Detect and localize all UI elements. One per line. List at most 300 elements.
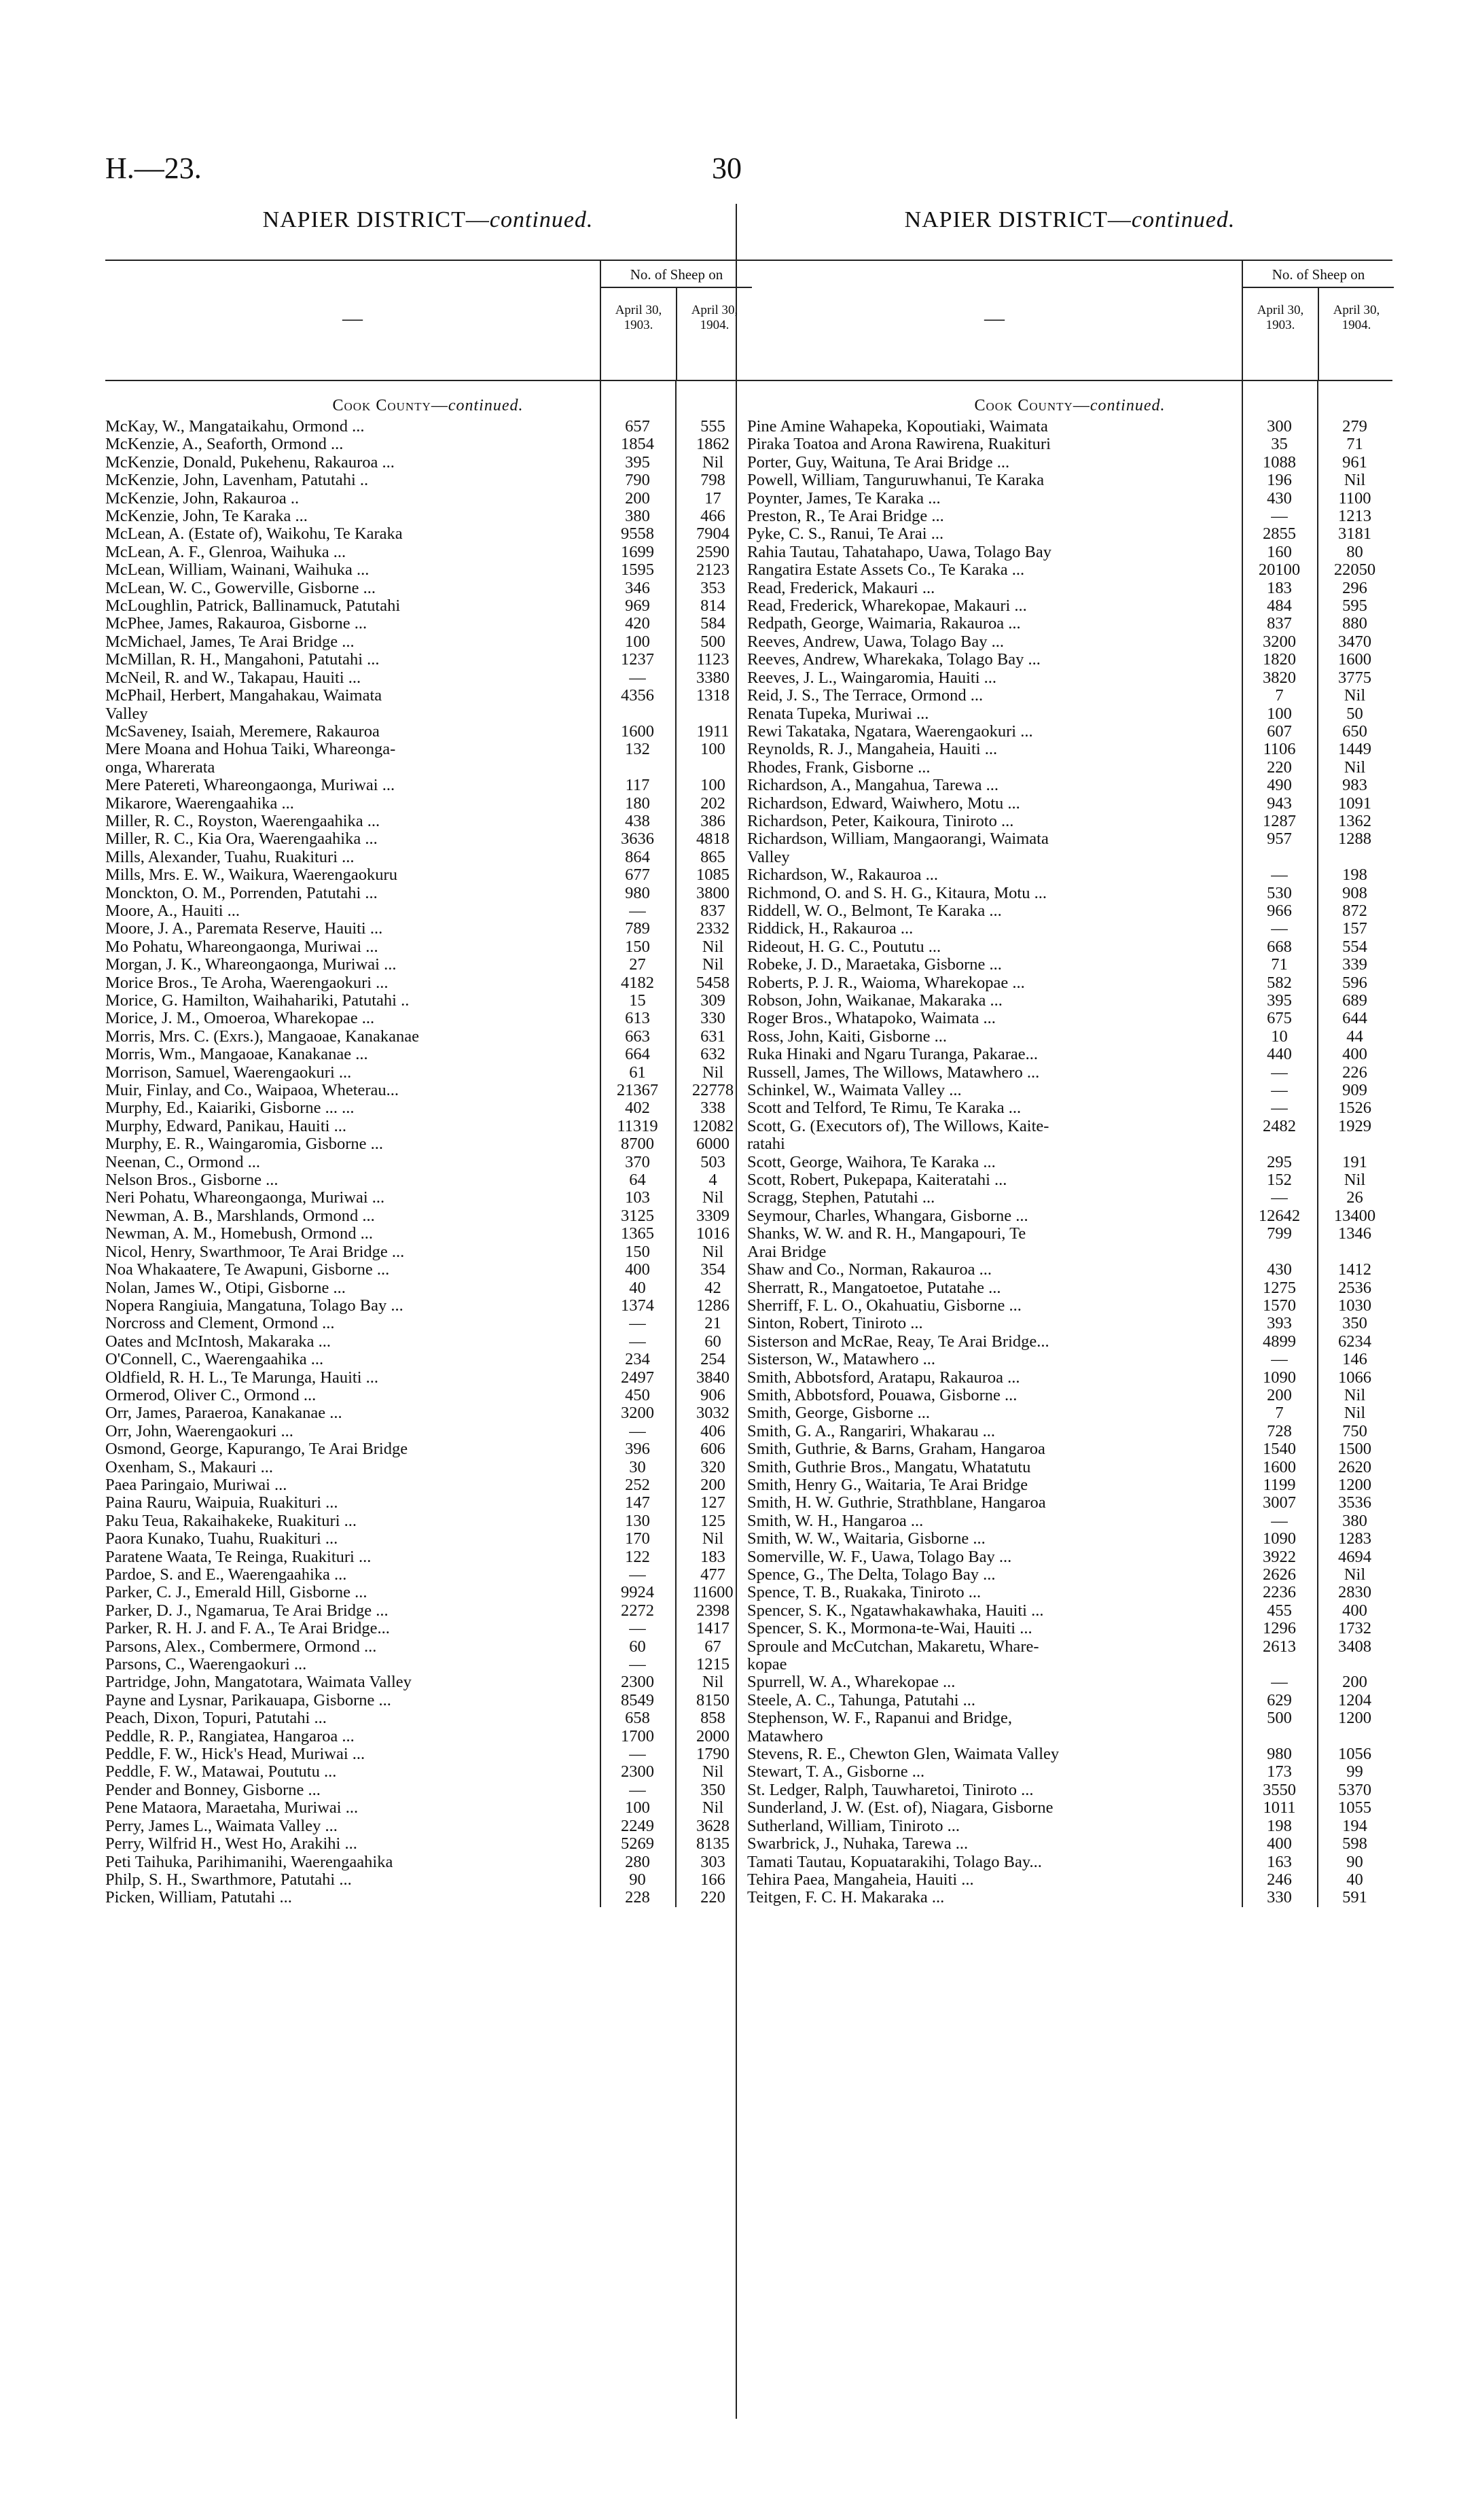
sheep-1904-cell: Nil — [702, 937, 724, 956]
sheep-1904-cell: 750 — [1342, 1421, 1367, 1440]
holder-name-cell: Parker, D. J., Ngamarua, Te Arai Bridge ... — [105, 1601, 389, 1620]
sheep-1904-cell: 4694 — [1338, 1547, 1371, 1566]
table-row — [105, 813, 751, 830]
table-row — [747, 777, 1392, 794]
table-row — [105, 1315, 751, 1332]
sheep-1903-cell: — — [629, 668, 646, 687]
holder-name-cell: Perry, Wilfrid H., West Ho, Arakihi ... — [105, 1834, 357, 1853]
holder-name-cell: Noa Whakaatere, Te Awapuni, Gisborne ... — [105, 1260, 390, 1279]
table-row — [747, 992, 1392, 1010]
table-row — [105, 490, 751, 508]
holder-name-cell: Smith, Guthrie Bros., Mangatu, Whatatutu — [747, 1457, 1031, 1476]
subsection-heading: Cook County—continued. — [332, 397, 524, 414]
holder-name-cell: Spencer, S. K., Mormona-te-Wai, Hauiti ... — [747, 1619, 1032, 1638]
sheep-1903-cell: 864 — [625, 847, 650, 866]
table-row — [105, 849, 751, 866]
holder-name-cell: Sherriff, F. L. O., Okahuatiu, Gisborne ... — [747, 1296, 1022, 1315]
sheep-1904-cell: Nil — [702, 1063, 724, 1082]
sheep-1903-cell: 2300 — [621, 1762, 654, 1781]
sheep-1903-cell: 180 — [625, 794, 650, 813]
sheep-1904-cell: 90 — [1346, 1852, 1363, 1871]
sheep-1903-cell: 1854 — [621, 435, 654, 454]
sheep-1903-cell: 150 — [625, 1242, 650, 1261]
sheep-1903-cell: 246 — [1267, 1870, 1292, 1889]
table-row — [105, 1333, 751, 1351]
table-row — [747, 508, 1392, 525]
sheep-1904-cell: 67 — [704, 1637, 721, 1656]
sheep-1904-cell: 198 — [1342, 866, 1367, 885]
table-row — [105, 1602, 751, 1620]
sheep-1903-cell: 200 — [1267, 1385, 1292, 1404]
table-row — [747, 1387, 1392, 1404]
sheep-1904-cell: 127 — [700, 1493, 725, 1512]
table-row — [747, 1225, 1392, 1261]
sheep-1903-cell: 420 — [625, 614, 650, 633]
table-row — [747, 1584, 1392, 1601]
holder-name-cell: Powell, William, Tanguruwhanui, Te Karaka — [747, 471, 1045, 490]
holder-name-cell: Sproule and McCutchan, Makaretu, Whare- kopae — [747, 1637, 1039, 1674]
sheep-1903-cell: 613 — [625, 1009, 650, 1028]
sheep-1904-cell: 3380 — [696, 668, 730, 687]
sheep-1904-cell: 909 — [1342, 1081, 1367, 1100]
sheep-1903-cell: 530 — [1267, 883, 1292, 902]
holder-name-cell: McLean, A. F., Glenroa, Waihuka ... — [105, 542, 346, 561]
sheep-1904-cell: 591 — [1342, 1888, 1367, 1907]
holder-name-cell: McLoughlin, Patrick, Ballinamuck, Patutahi — [105, 597, 401, 616]
sheep-1904-cell: 4 — [708, 1171, 717, 1190]
sheep-1904-cell: 606 — [700, 1440, 725, 1459]
sheep-1903-cell: — — [629, 1655, 646, 1674]
table-row — [105, 885, 751, 902]
holder-name-cell: Pene Mataora, Maraetaha, Muriwai ... — [105, 1798, 359, 1817]
sheep-header: No. of Sheep on — [1243, 261, 1394, 288]
sheep-1903-cell: 370 — [625, 1152, 650, 1171]
holder-name-cell: Smith, H. W. Guthrie, Strathblane, Hangaroa — [747, 1493, 1046, 1512]
sheep-1904-cell: 5370 — [1338, 1780, 1371, 1799]
sheep-1903-cell: 2613 — [1263, 1637, 1296, 1656]
table-row — [105, 597, 751, 615]
sheep-1903-cell: 1106 — [1263, 740, 1296, 759]
table-row — [105, 866, 751, 884]
page-ref: H.—23. — [105, 152, 202, 185]
table-row — [105, 1584, 751, 1601]
holder-name-cell: Scott and Telford, Te Rimu, Te Karaka ... — [747, 1099, 1022, 1118]
holder-name-cell: Ormerod, Oliver C., Ormond ... — [105, 1385, 317, 1404]
table-body — [747, 418, 1392, 1907]
sheep-1903-cell: 395 — [625, 452, 650, 472]
table-row — [105, 1404, 751, 1422]
table-row — [747, 920, 1392, 938]
table-row — [105, 1656, 751, 1673]
sheep-1904-cell: 2590 — [696, 542, 730, 561]
sheep-1903-cell: 629 — [1267, 1690, 1292, 1709]
sheep-1903-cell: 122 — [625, 1547, 650, 1566]
sheep-1903-cell: 330 — [1267, 1888, 1292, 1907]
table-row — [105, 1781, 751, 1799]
sheep-1904-cell: 880 — [1342, 614, 1367, 633]
holder-name-cell: Paratene Waata, Te Reinga, Ruakituri ... — [105, 1547, 372, 1566]
sheep-1903-cell: 4356 — [621, 686, 654, 705]
sheep-1904-cell: 1600 — [1338, 650, 1371, 669]
sheep-1903-cell: 3007 — [1263, 1493, 1296, 1512]
table-row — [747, 525, 1392, 543]
sheep-1903-cell: 658 — [625, 1709, 650, 1728]
table-row — [105, 687, 751, 723]
table-row — [747, 1189, 1392, 1207]
sheep-1904-cell: 1100 — [1338, 489, 1371, 508]
sheep-1904-cell: 146 — [1342, 1350, 1367, 1369]
sheep-1904-cell: 254 — [700, 1350, 725, 1369]
sheep-1904-cell: 44 — [1346, 1027, 1363, 1046]
holder-name-cell: Spence, T. B., Ruakaka, Tiniroto ... — [747, 1583, 982, 1602]
table-row — [105, 436, 751, 453]
table-row — [747, 687, 1392, 705]
sheep-1904-cell: 1055 — [1338, 1798, 1371, 1817]
table-row — [105, 1763, 751, 1781]
sheep-1904-cell: 500 — [700, 632, 725, 651]
holder-name-cell: O'Connell, C., Waerengaahika ... — [105, 1350, 324, 1369]
sheep-1903-cell: 396 — [625, 1440, 650, 1459]
sheep-1904-cell: 1056 — [1338, 1745, 1371, 1764]
table-row — [747, 1404, 1392, 1422]
sheep-1904-cell: 125 — [700, 1511, 725, 1530]
sheep-1904-cell: 7904 — [696, 525, 730, 544]
sheep-1904-cell: 339 — [1342, 955, 1367, 974]
sheep-1903-cell: 1287 — [1263, 811, 1296, 830]
table-row — [105, 1620, 751, 1637]
subsection-heading: Cook County—continued. — [974, 397, 1166, 414]
holder-name-cell: Read, Frederick, Makauri ... — [747, 578, 935, 597]
holder-name-cell: Morice Bros., Te Aroha, Waerengaokuri ... — [105, 973, 389, 992]
sheep-1903-cell: 35 — [1271, 435, 1288, 454]
holder-name-cell: Preston, R., Te Arai Bridge ... — [747, 507, 944, 526]
table-row — [105, 633, 751, 651]
holder-name-cell: Ross, John, Kaiti, Gisborne ... — [747, 1027, 947, 1046]
sheep-1904-cell: 279 — [1342, 417, 1367, 436]
holder-name-cell: McKenzie, John, Rakauroa .. — [105, 489, 300, 508]
sheep-1903-cell: 10 — [1271, 1027, 1288, 1046]
sheep-1903-cell: 5269 — [621, 1834, 654, 1853]
sheep-1904-cell: 12082 — [691, 1116, 734, 1135]
holder-name-cell: Sherratt, R., Mangatoetoe, Putatahe ... — [747, 1278, 1001, 1297]
section-title: NAPIER DISTRICT—continued. — [904, 207, 1236, 232]
table-row — [747, 1154, 1392, 1171]
holder-name-cell: Oxenham, S., Makauri ... — [105, 1457, 273, 1476]
sheep-1903-cell: 100 — [625, 632, 650, 651]
holder-name-cell: Somerville, W. F., Uawa, Tolago Bay ... — [747, 1547, 1012, 1566]
holder-name-cell: Mo Pohatu, Whareongaonga, Muriwai ... — [105, 937, 378, 956]
col-1904-header: April 30, 1904. — [1318, 288, 1394, 380]
table-row — [105, 974, 751, 992]
holder-name-cell: Smith, W. H., Hangaroa ... — [747, 1511, 924, 1530]
holder-name-cell: McLean, W. C., Gowerville, Gisborne ... — [105, 578, 376, 597]
sheep-1904-cell: 3840 — [696, 1368, 730, 1387]
table-row — [747, 1530, 1392, 1548]
sheep-1903-cell: 1600 — [1263, 1457, 1296, 1476]
sheep-1904-cell: 1732 — [1338, 1619, 1371, 1638]
sheep-1904-cell: 1200 — [1338, 1475, 1371, 1494]
holder-name-cell: Parker, R. H. J. and F. A., Te Arai Bridge... — [105, 1619, 390, 1638]
holder-name-cell: Parker, C. J., Emerald Hill, Gisborne ... — [105, 1583, 367, 1602]
sheep-1904-cell: Nil — [1344, 1171, 1366, 1190]
sheep-1903-cell: 152 — [1267, 1171, 1292, 1190]
sheep-1903-cell: 8549 — [621, 1690, 654, 1709]
sheep-1903-cell: 100 — [625, 1798, 650, 1817]
sheep-1903-cell: 677 — [625, 866, 650, 885]
sheep-1903-cell: 393 — [1267, 1314, 1292, 1333]
sheep-1903-cell: 196 — [1267, 471, 1292, 490]
holder-name-cell: Neenan, C., Ormond ... — [105, 1152, 260, 1171]
sheep-1904-cell: Nil — [1344, 758, 1366, 777]
sheep-1903-cell: 2626 — [1263, 1565, 1296, 1584]
holder-name-cell: Mere Moana and Hohua Taiki, Whareonga- onga, Wharerata — [105, 740, 396, 777]
sheep-1903-cell: — — [629, 1314, 646, 1333]
sheep-1903-cell: 2249 — [621, 1816, 654, 1835]
sheep-1904-cell: 200 — [1342, 1673, 1367, 1692]
table-row — [105, 830, 751, 848]
sheep-1904-cell: 632 — [700, 1045, 725, 1064]
table-row — [747, 1835, 1392, 1853]
sheep-1904-cell: 2398 — [696, 1601, 730, 1620]
table-row — [747, 1709, 1392, 1745]
table-row — [747, 1638, 1392, 1674]
holder-name-cell: Philp, S. H., Swarthmore, Patutahi ... — [105, 1870, 352, 1889]
holder-name-cell: Russell, James, The Willows, Matawhero ... — [747, 1063, 1040, 1082]
sheep-1903-cell: — — [629, 1745, 646, 1764]
table-row — [105, 1889, 751, 1906]
table-row — [747, 1333, 1392, 1351]
sheep-1904-cell: 872 — [1342, 901, 1367, 920]
sheep-1904-cell: 1417 — [696, 1619, 730, 1638]
sheep-1903-cell: 173 — [1267, 1762, 1292, 1781]
holder-name-cell: Stephenson, W. F., Rapanui and Bridge, Matawhero — [747, 1709, 1013, 1745]
table-row — [105, 525, 751, 543]
sheep-1903-cell: 11319 — [617, 1116, 658, 1135]
holder-name-cell: Rideout, H. G. C., Poututu ... — [747, 937, 941, 956]
holder-name-cell: Norcross and Clement, Ormond ... — [105, 1314, 335, 1333]
sheep-1904-cell: 60 — [704, 1332, 721, 1351]
table-row — [747, 813, 1392, 830]
holder-name-cell: Paea Paringaio, Muriwai ... — [105, 1475, 287, 1494]
table-row — [105, 1369, 751, 1387]
holder-name-cell: Rhodes, Frank, Gisborne ... — [747, 758, 931, 777]
sheep-1903-cell: 1088 — [1263, 452, 1296, 472]
table-row — [747, 1566, 1392, 1584]
table-row — [105, 561, 751, 579]
table-row — [105, 1207, 751, 1225]
table-row — [105, 1692, 751, 1709]
holder-name-cell: Schinkel, W., Waimata Valley ... — [747, 1081, 962, 1100]
sheep-1903-cell: 728 — [1267, 1421, 1292, 1440]
sheep-1904-cell: 598 — [1342, 1834, 1367, 1853]
holder-name-cell: Sunderland, J. W. (Est. of), Niagara, Gisborne — [747, 1798, 1054, 1817]
table-row — [105, 1548, 751, 1566]
sheep-1904-cell: 194 — [1342, 1816, 1367, 1835]
table-row — [105, 1387, 751, 1404]
holder-name-cell: Smith, Abbotsford, Aratapu, Rakauroa ... — [747, 1368, 1020, 1387]
sheep-1903-cell: 837 — [1267, 614, 1292, 633]
table-row — [105, 1351, 751, 1368]
sheep-1903-cell: 20100 — [1258, 561, 1301, 580]
holder-name-cell: Richardson, William, Mangaorangi, Waimata Valley — [747, 830, 1049, 866]
table-row — [747, 1745, 1392, 1763]
sheep-1904-cell: 400 — [1342, 1601, 1367, 1620]
holder-name-cell: Steele, A. C., Tahunga, Patutahi ... — [747, 1690, 976, 1709]
table-row — [105, 1423, 751, 1440]
holder-name-cell: Miller, R. C., Kia Ora, Waerengaahika ... — [105, 830, 378, 849]
holder-name-cell: Scott, George, Waihora, Te Karaka ... — [747, 1152, 996, 1171]
holder-name-cell: Morice, J. M., Omoeroa, Wharekopae ... — [105, 1009, 375, 1028]
table-row — [747, 561, 1392, 579]
holder-name-cell: Reeves, J. L., Waingaromia, Hauiti ... — [747, 668, 997, 687]
sheep-1903-cell: 3922 — [1263, 1547, 1296, 1566]
sheep-1903-cell: 9558 — [621, 525, 654, 544]
sheep-1904-cell: 3309 — [696, 1206, 730, 1225]
sheep-1903-cell: — — [1271, 1511, 1288, 1530]
sheep-1904-cell: 3181 — [1338, 525, 1371, 544]
table-row — [747, 938, 1392, 956]
table-row — [747, 830, 1392, 866]
sheep-1904-cell: Nil — [702, 955, 724, 974]
sheep-1903-cell: 3200 — [621, 1404, 654, 1423]
holder-name-cell: Newman, A. M., Homebush, Ormond ... — [105, 1224, 374, 1243]
table-row — [747, 472, 1392, 489]
holder-name-cell: Murphy, E. R., Waingaromia, Gisborne ... — [105, 1135, 384, 1154]
sheep-header: No. of Sheep on — [601, 261, 752, 288]
holder-name-cell: Peddle, R. P., Rangiatea, Hangaroa ... — [105, 1726, 355, 1745]
sheep-1903-cell: 3200 — [1263, 632, 1296, 651]
sheep-1903-cell: 295 — [1267, 1152, 1292, 1171]
table-row — [105, 795, 751, 813]
sheep-1904-cell: 554 — [1342, 937, 1367, 956]
holder-name-cell: Smith, Henry G., Waitaria, Te Arai Bridge — [747, 1475, 1028, 1494]
sheep-1904-cell: 1204 — [1338, 1690, 1371, 1709]
table-row — [747, 1459, 1392, 1476]
sheep-1904-cell: 99 — [1346, 1762, 1363, 1781]
right-column — [747, 204, 1392, 1907]
table-row — [747, 1440, 1392, 1458]
holder-name-cell: Morrison, Samuel, Waerengaokuri ... — [105, 1063, 352, 1082]
sheep-1904-cell: 26 — [1346, 1188, 1363, 1207]
table-row — [105, 920, 751, 938]
holder-name-cell: Moore, A., Hauiti ... — [105, 901, 240, 920]
sheep-1904-cell: 353 — [700, 578, 725, 597]
sheep-1904-cell: 1030 — [1338, 1296, 1371, 1315]
sheep-1903-cell: 490 — [1267, 776, 1292, 795]
sheep-1903-cell: 163 — [1267, 1852, 1292, 1871]
holder-name-cell: Nopera Rangiuia, Mangatuna, Tolago Bay ... — [105, 1296, 403, 1315]
table-row — [105, 902, 751, 920]
sheep-1903-cell: 1595 — [621, 561, 654, 580]
sheep-1904-cell: 1091 — [1338, 794, 1371, 813]
table-row — [105, 1745, 751, 1763]
sheep-1903-cell: 799 — [1267, 1224, 1292, 1243]
sheep-1903-cell: 4899 — [1263, 1332, 1296, 1351]
sheep-1903-cell: 380 — [625, 507, 650, 526]
table-row — [747, 1853, 1392, 1871]
sheep-1903-cell: — — [629, 1332, 646, 1351]
sheep-1903-cell: 430 — [1267, 489, 1292, 508]
holder-name-cell: Peddle, F. W., Hick's Head, Muriwai ... — [105, 1745, 365, 1764]
sheep-1904-cell: 350 — [1342, 1314, 1367, 1333]
sheep-1904-cell: 3408 — [1338, 1637, 1371, 1656]
holder-name-cell: McSaveney, Isaiah, Meremere, Rakauroa — [105, 722, 380, 741]
holder-name-cell: Robson, John, Waikanae, Makaraka ... — [747, 991, 1003, 1010]
table-row — [105, 1638, 751, 1656]
sheep-1904-cell: 1362 — [1338, 811, 1371, 830]
holder-name-cell: Smith, George, Gisborne ... — [747, 1404, 931, 1423]
holder-name-cell: McKenzie, John, Lavenham, Patutahi .. — [105, 471, 369, 490]
table-row — [747, 1207, 1392, 1225]
sheep-1904-cell: 157 — [1342, 919, 1367, 938]
sheep-1903-cell: — — [1271, 1188, 1288, 1207]
holder-name-cell: Moore, J. A., Paremata Reserve, Hauiti ... — [105, 919, 383, 938]
table-row — [105, 418, 751, 436]
table-row — [747, 1028, 1392, 1046]
sheep-1903-cell: 3636 — [621, 830, 654, 849]
sheep-1904-cell: 226 — [1342, 1063, 1367, 1082]
holder-name-cell: Scragg, Stephen, Patutahi ... — [747, 1188, 935, 1207]
table-row — [105, 723, 751, 741]
sheep-1904-cell: 1286 — [696, 1296, 730, 1315]
table-row — [105, 1799, 751, 1817]
table-row — [105, 1440, 751, 1458]
table-row — [105, 1118, 751, 1135]
table-body — [105, 418, 751, 1907]
sheep-1903-cell: 228 — [625, 1888, 650, 1907]
table-row — [105, 1817, 751, 1835]
holder-name-cell: Rewi Takataka, Ngatara, Waerengaokuri ... — [747, 722, 1033, 741]
holder-name-cell: Mere Patereti, Whareongaonga, Muriwai ... — [105, 776, 395, 795]
left-column — [105, 204, 751, 1907]
holder-name-cell: Partridge, John, Mangatotara, Waimata Valley — [105, 1673, 412, 1692]
sheep-1904-cell: 166 — [700, 1870, 725, 1889]
sheep-1904-cell: 296 — [1342, 578, 1367, 597]
holder-name-cell: McKenzie, Donald, Pukehenu, Rakauroa ... — [105, 452, 395, 472]
sheep-1904-cell: 303 — [700, 1852, 725, 1871]
table-row — [747, 885, 1392, 902]
table-row — [105, 1171, 751, 1189]
sheep-1904-cell: 338 — [700, 1099, 725, 1118]
sheep-1903-cell: 12642 — [1258, 1206, 1301, 1225]
holder-name-cell: Richardson, W., Rakauroa ... — [747, 866, 939, 885]
table-row — [747, 974, 1392, 992]
sheep-1904-cell: 503 — [700, 1152, 725, 1171]
table-row — [747, 633, 1392, 651]
table-row — [105, 1135, 751, 1153]
holder-name-cell: McMillan, R. H., Mangahoni, Patutahi ... — [105, 650, 380, 669]
holder-name-cell: Roger Bros., Whatapoko, Waimata ... — [747, 1009, 996, 1028]
holder-name-cell: Teitgen, F. C. H. Makaraka ... — [747, 1888, 945, 1907]
table-row — [747, 1064, 1392, 1082]
sheep-1904-cell: 5458 — [696, 973, 730, 992]
table-row — [105, 615, 751, 633]
sheep-1903-cell: — — [1271, 866, 1288, 885]
sheep-1904-cell: 1526 — [1338, 1099, 1371, 1118]
sheep-1904-cell: 1085 — [696, 866, 730, 885]
table-row — [105, 1279, 751, 1297]
sheep-1903-cell: 789 — [625, 919, 650, 938]
sheep-1904-cell: 71 — [1346, 435, 1363, 454]
table-row — [105, 741, 751, 777]
sheep-1903-cell: 400 — [1267, 1834, 1292, 1853]
sheep-1904-cell: 220 — [700, 1888, 725, 1907]
holder-name-cell: Richmond, O. and S. H. G., Kitaura, Motu ... — [747, 883, 1047, 902]
sheep-1904-cell: 2123 — [696, 561, 730, 580]
holder-name-cell: St. Ledger, Ralph, Tauwharetoi, Tiniroto ... — [747, 1780, 1034, 1799]
holder-name-cell: Miller, R. C., Royston, Waerengaahika ... — [105, 811, 380, 830]
table-row — [105, 938, 751, 956]
